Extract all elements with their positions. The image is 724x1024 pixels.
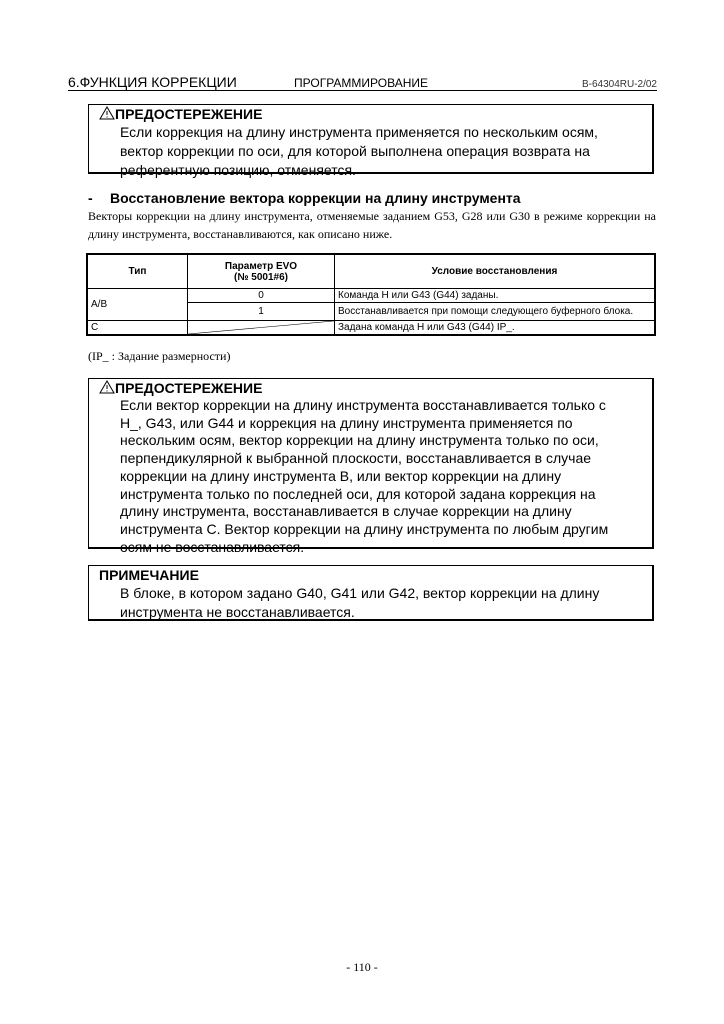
header-condition: Условие восстановления [335,254,656,289]
caution-box-2 [88,378,654,555]
paragraph: Векторы коррекции на длину инструмента, отменяемые заданием G53, G28 или G30 в режиме коррекции на длину инструмента, восстанавливаются, как описано ниже. [88,209,656,241]
caution-title: ПРЕДОСТЕРЕЖЕНИЕ [115,106,263,122]
text-line: коррекции на длину инструмента B, или вектор коррекции на длину [120,467,562,484]
chapter-title: 6.ФУНКЦИЯ КОРРЕКЦИИ [68,74,237,90]
warning-icon [99,106,115,120]
caution-box-1 [88,104,654,178]
table-header-row [87,254,655,289]
header-evo [188,254,335,289]
doc-number: B-64304RU-2/02 [581,79,657,90]
diagonal-line [188,321,334,334]
text-line: H_, G43, или G44 и коррекция на длину инструмента применяется по [120,414,573,431]
text-line: референтную позицию, отменяется. [120,162,356,178]
text-line: Если коррекция на длину инструмента применяется по нескольким осям, [120,124,598,140]
text-line: осям не восстанавливается. [120,538,305,555]
text-line: инструмента C. Вектор коррекции на длину инструмента по любым другим [120,520,609,537]
subsection-title: Восстановление вектора коррекции на длину инструмента [110,190,521,206]
note-box [88,565,654,621]
table-row [87,321,655,336]
cell-condition: Команда H или G43 (G44) заданы. [335,289,656,303]
text-line: нескольким осям, вектор коррекции на длину инструмента только по оси, [120,432,599,449]
text-line: инструмента не восстанавливается. [120,604,355,620]
cell-evo-empty [188,321,335,336]
page-number: - 110 - [346,960,378,974]
section-title: ПРОГРАММИРОВАНИЕ [294,76,428,90]
text-line: перпендикулярной к выбранной плоскости, восстанавливается в случае [120,450,592,467]
warning-icon [99,380,115,394]
table-note: (IP_ : Задание размерности) [88,349,231,363]
cell-condition: Восстанавливается при помощи следующего буферного блока. [335,303,656,321]
restore-conditions-table [86,253,656,336]
text-line: вектор коррекции по оси, для которой выполнена операция возврата на [120,143,590,159]
cell-type: A/B [87,289,188,321]
page-header [68,74,657,91]
cell-evo: 0 [188,289,335,303]
cell-condition: Задана команда H или G43 (G44) IP_. [335,321,656,336]
note-title: ПРИМЕЧАНИЕ [99,567,199,583]
cell-evo: 1 [188,303,335,321]
header-evo-line2: (№ 5001#6) [234,271,288,283]
table-row [87,289,655,303]
text-line: В блоке, в котором задано G40, G41 или G42, вектор коррекции на длину [120,585,600,601]
header-type: Тип [87,254,188,289]
cell-type: C [87,321,188,336]
caution-title: ПРЕДОСТЕРЕЖЕНИЕ [115,380,263,396]
text-line: Если вектор коррекции на длину инструмента восстанавливается только с [120,397,606,413]
text-line: длину инструмента, восстанавливается в случае коррекции на длину [120,503,572,520]
subsection-heading [88,190,521,206]
dash: - [88,190,93,206]
header-evo-line1: Параметр EVO [224,260,298,272]
text-line: инструмента только по последней оси, для которой задана коррекция на [120,485,596,502]
